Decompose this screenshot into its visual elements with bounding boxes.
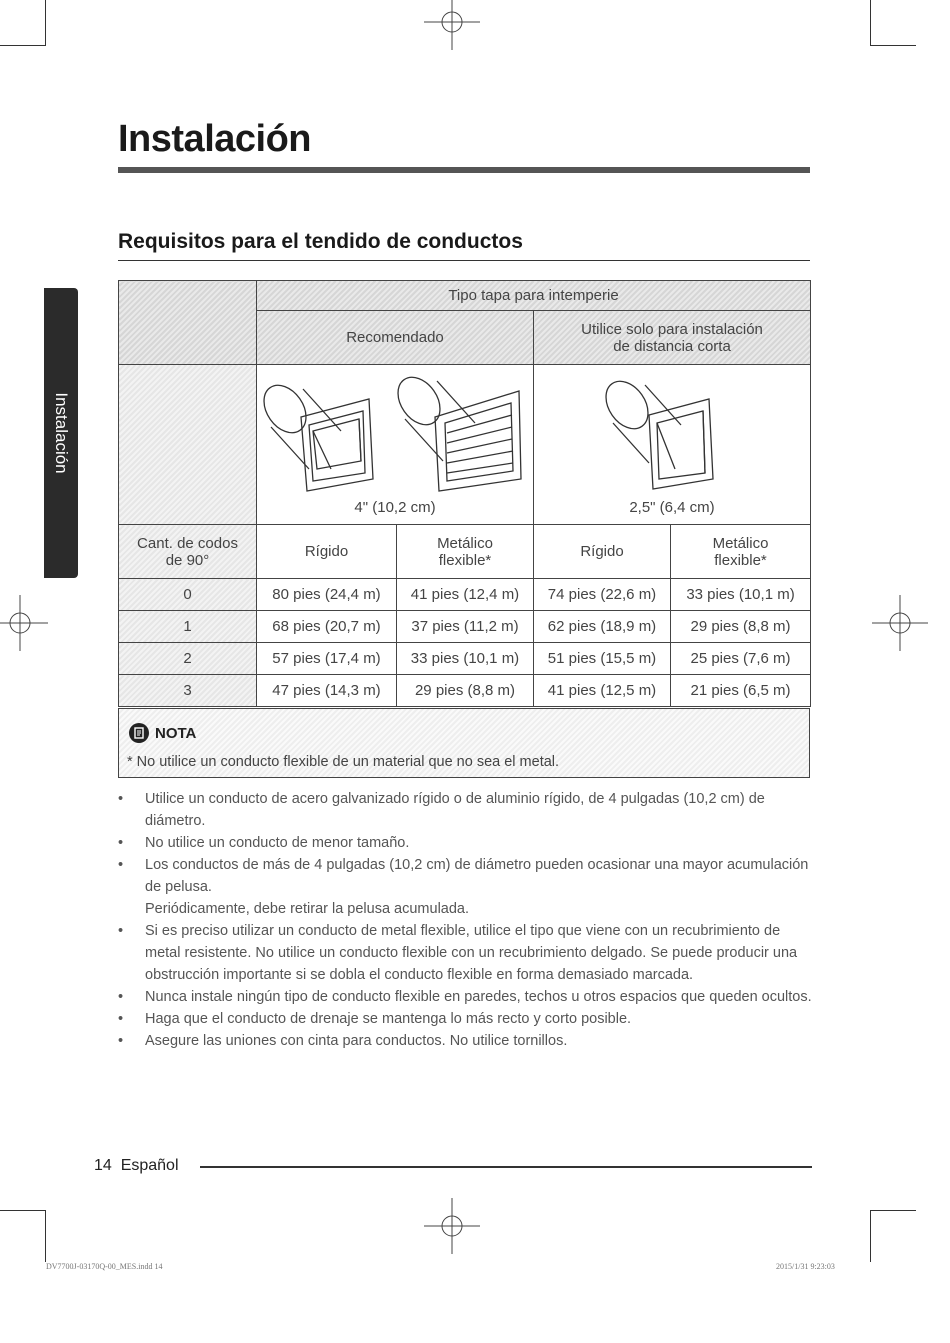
vent-illustrations bbox=[257, 369, 533, 501]
col-header-elbows: Cant. de codos de 90° bbox=[119, 525, 257, 579]
title-rule bbox=[118, 167, 810, 173]
note-label: NOTA bbox=[155, 724, 197, 742]
size-short-distance: 2,5" (6,4 cm) bbox=[629, 499, 715, 516]
col-header-flexible-short: Metálico flexible* bbox=[671, 525, 811, 579]
cell-rigid: 80 pies (24,4 m) bbox=[257, 579, 397, 611]
recommended-vents-cell bbox=[257, 365, 534, 525]
duct-requirements-table bbox=[118, 280, 811, 707]
cell-flexible-short: 25 pies (7,6 m) bbox=[671, 643, 811, 675]
note-icon bbox=[129, 723, 149, 743]
cell-rigid-short: 41 pies (12,5 m) bbox=[534, 675, 671, 707]
header-short-distance: Utilice solo para instalación de distancia corta bbox=[534, 311, 811, 365]
crop-mark bbox=[45, 1210, 46, 1262]
small-hood-vent-icon bbox=[597, 369, 747, 501]
cell-elbows: 0 bbox=[119, 579, 257, 611]
table-row bbox=[119, 675, 811, 707]
hood-vent-icon bbox=[257, 377, 373, 491]
page-footer bbox=[94, 1157, 179, 1175]
cell-flexible: 33 pies (10,1 m) bbox=[397, 643, 534, 675]
cell-flexible: 29 pies (8,8 m) bbox=[397, 675, 534, 707]
header-recommended: Recomendado bbox=[257, 311, 534, 365]
list-item: • Nunca instale ningún tipo de conducto flexible en paredes, techos u otros espacios que queden ocultos. bbox=[118, 986, 818, 1008]
table-row bbox=[119, 643, 811, 675]
note-header bbox=[129, 723, 196, 743]
crop-mark bbox=[870, 1210, 871, 1262]
list-item: • Asegure las uniones con cinta para conductos. No utilice tornillos. bbox=[118, 1030, 818, 1052]
crop-mark bbox=[870, 0, 871, 46]
short-distance-vent-cell bbox=[534, 365, 811, 525]
registration-mark-icon bbox=[872, 595, 928, 651]
page-number: 14 bbox=[94, 1157, 112, 1174]
list-item bbox=[118, 854, 818, 920]
cell-flexible: 41 pies (12,4 m) bbox=[397, 579, 534, 611]
size-recommended: 4" (10,2 cm) bbox=[354, 499, 436, 516]
registration-mark-icon bbox=[424, 0, 480, 50]
registration-mark-icon bbox=[0, 595, 48, 651]
footer-rule bbox=[200, 1166, 812, 1168]
crop-mark bbox=[0, 45, 46, 46]
note-text: * No utilice un conducto flexible de un material que no sea el metal. bbox=[127, 754, 560, 770]
col-header-rigid: Rígido bbox=[257, 525, 397, 579]
cell-elbows: 2 bbox=[119, 643, 257, 675]
cell-flexible-short: 21 pies (6,5 m) bbox=[671, 675, 811, 707]
instructions-list bbox=[118, 788, 818, 1052]
cell-flexible-short: 33 pies (10,1 m) bbox=[671, 579, 811, 611]
crop-mark bbox=[870, 1210, 916, 1211]
col-header-rigid-short: Rígido bbox=[534, 525, 671, 579]
registration-mark-icon bbox=[424, 1198, 480, 1254]
note-box bbox=[118, 708, 810, 778]
louvered-vent-icon bbox=[389, 369, 521, 491]
image-row-empty-cell bbox=[119, 365, 257, 525]
cell-rigid-short: 62 pies (18,9 m) bbox=[534, 611, 671, 643]
cell-elbows: 1 bbox=[119, 611, 257, 643]
section-rule bbox=[118, 260, 810, 261]
table-row bbox=[119, 611, 811, 643]
cell-rigid-short: 74 pies (22,6 m) bbox=[534, 579, 671, 611]
side-tab-label: Instalación bbox=[52, 392, 71, 474]
col-header-flexible: Metálico flexible* bbox=[397, 525, 534, 579]
list-item: • No utilice un conducto de menor tamaño. bbox=[118, 832, 818, 854]
table-row bbox=[119, 579, 811, 611]
page-title: Instalación bbox=[118, 118, 311, 160]
cell-flexible-short: 29 pies (8,8 m) bbox=[671, 611, 811, 643]
cell-rigid: 47 pies (14,3 m) bbox=[257, 675, 397, 707]
cell-rigid: 68 pies (20,7 m) bbox=[257, 611, 397, 643]
crop-mark bbox=[0, 1210, 46, 1211]
cell-rigid-short: 51 pies (15,5 m) bbox=[534, 643, 671, 675]
section-title: Requisitos para el tendido de conductos bbox=[118, 230, 523, 253]
table-corner-cell bbox=[119, 281, 257, 365]
print-date-info: 2015/1/31 9:23:03 bbox=[776, 1262, 835, 1271]
list-item-continuation: Periódicamente, debe retirar la pelusa acumulada. bbox=[145, 901, 470, 917]
crop-mark bbox=[45, 0, 46, 46]
footer-language: Español bbox=[120, 1157, 179, 1174]
header-vent-type: Tipo tapa para intemperie bbox=[257, 281, 811, 311]
crop-mark bbox=[870, 45, 916, 46]
list-item: • Haga que el conducto de drenaje se mantenga lo más recto y corto posible. bbox=[118, 1008, 818, 1030]
cell-flexible: 37 pies (11,2 m) bbox=[397, 611, 534, 643]
list-item: • Utilice un conducto de acero galvanizado rígido o de aluminio rígido, de 4 pulgadas (10,2 cm) de diámetro. bbox=[118, 788, 818, 832]
list-item: • Si es preciso utilizar un conducto de metal flexible, utilice el tipo que viene con un recubrimiento de metal resistente. No utilice un conducto flexible con un recubrimiento delgado. Se puede producir una obstrucción importante si se dobla el conducto flexible en forma demasiado marcada. bbox=[118, 920, 818, 986]
print-file-info: DV7700J-03170Q-00_MES.indd 14 bbox=[46, 1262, 163, 1271]
side-tab[interactable] bbox=[44, 288, 78, 578]
cell-elbows: 3 bbox=[119, 675, 257, 707]
list-item-text: Los conductos de más de 4 pulgadas (10,2 cm) de diámetro pueden ocasionar una mayor acumulación de pelusa. bbox=[145, 857, 809, 895]
cell-rigid: 57 pies (17,4 m) bbox=[257, 643, 397, 675]
